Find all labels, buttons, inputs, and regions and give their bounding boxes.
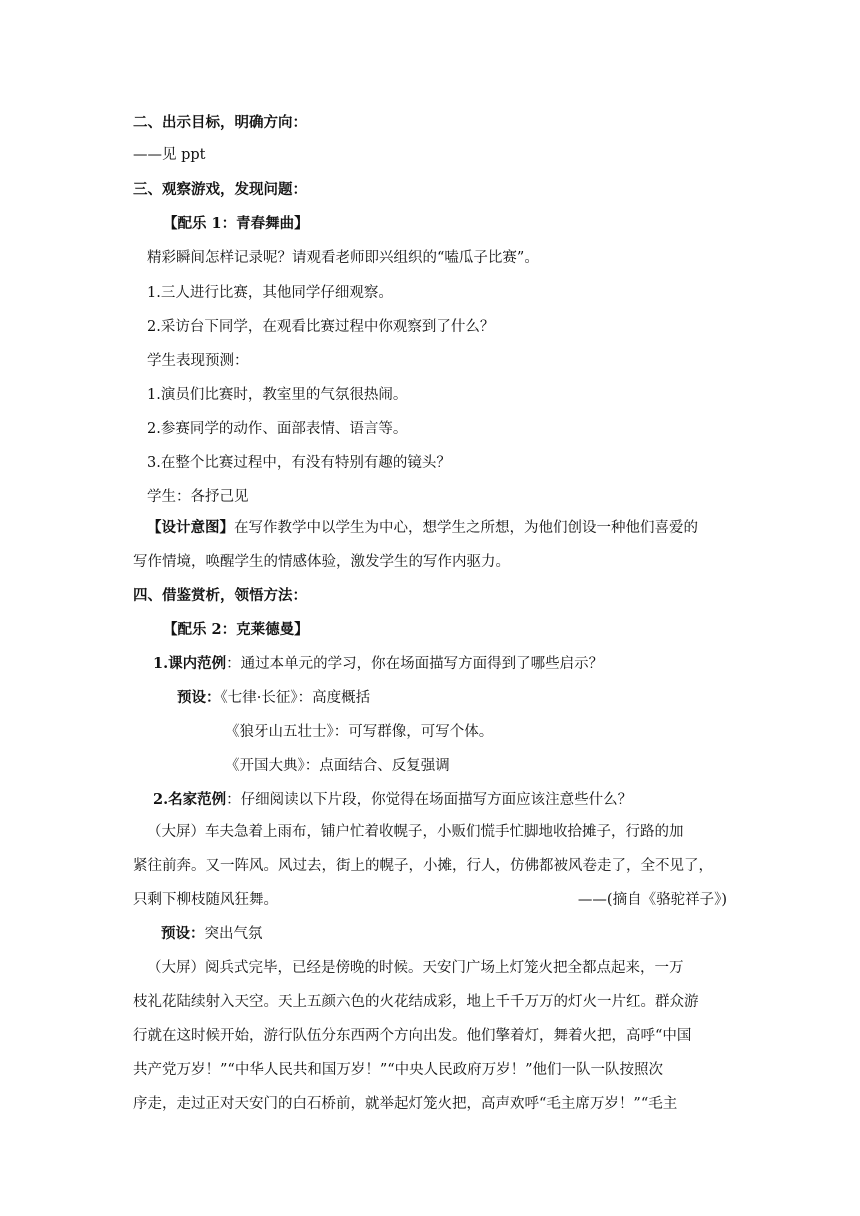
example-2-text: ：仔细阅读以下片段，你觉得在场面描写方面应该注意些什么？: [226, 792, 633, 808]
music-cue-1: 【配乐 1：青春舞曲】: [163, 215, 309, 232]
step-1: 1.三人进行比赛，其他同学仔细观察。: [147, 285, 393, 301]
example-1: [153, 655, 603, 673]
excerpt-2-line-3: 行就在这时候开始，游行队伍分东西两个方向出发。他们擎着灯，舞着火把，高呼“中国: [133, 1028, 692, 1044]
example-1-text: ：通过本单元的学习，你在场面描写方面得到了哪些启示？: [226, 656, 604, 672]
excerpt-2-line-5: 序走，走过正对天安门的白石桥前，就举起灯笼火把，高声欢呼“毛主席万岁！”“毛主: [133, 1096, 678, 1112]
excerpt-1-line-1-text: （大屏）车夫急着上雨布，铺户忙着收幌子，小贩们慌手忙脚地收拾摊子，行路的加: [147, 824, 684, 840]
example-2: [153, 791, 632, 809]
design-intent-label: 【设计意图】: [147, 519, 234, 536]
preset-1: [177, 689, 370, 707]
excerpt-1-line-3: [133, 891, 727, 909]
excerpt-2-line-4: 共产党万岁！”“中华人民共和国万岁！”“中央人民政府万岁！”他们一队一队按照次: [133, 1062, 664, 1078]
excerpt-2-line-1: （大屏）阅兵式完毕，已经是傍晚的时候。天安门广场上灯笼火把全都点起来，一万: [147, 960, 684, 976]
excerpt-1-source: ——(摘自《骆驼祥子》): [577, 892, 727, 908]
preset-3: 《开国大典》：点面结合、反复强调: [225, 758, 450, 774]
section-3-intro: 精彩瞬间怎样记录呢？请观看老师即兴组织的“嗑瓜子比赛”。: [147, 250, 539, 266]
preset-1-text: 《七律·长征》：高度概括: [220, 690, 371, 706]
preset-4-text: 突出气氛: [204, 926, 263, 942]
example-1-label: 1.课内范例: [153, 655, 227, 672]
section-2-heading: 二、出示目标，明确方向：: [133, 114, 307, 131]
preset-4-label: 预设：: [161, 925, 205, 942]
excerpt-2-line-2: 枝礼花陆续射入天空。天上五颜六色的火花结成彩，地上千千万万的灯火一片红。群众游: [133, 994, 699, 1010]
section-3-heading: 三、观察游戏，发现问题：: [133, 181, 307, 198]
excerpt-1-line-1: [147, 823, 727, 841]
preset-4: [161, 925, 263, 943]
music-cue-2: 【配乐 2：克莱德曼】: [163, 621, 309, 638]
design-intent-line-1: [147, 519, 698, 537]
step-2: 2.采访台下同学，在观看比赛过程中你观察到了什么？: [147, 319, 495, 335]
preset-2: 《狼牙山五壮士》：可写群像，可写个体。: [225, 724, 494, 740]
prediction-2: 2.参赛同学的动作、面部表情、语言等。: [147, 421, 408, 437]
prediction-3: 3.在整个比赛过程中，有没有特别有趣的镜头？: [147, 455, 451, 471]
prediction-1: 1.演员们比赛时，教室里的气氛很热闹。: [147, 387, 408, 403]
excerpt-1-line-2: 紧往前奔。又一阵风。风过去，街上的幌子，小摊，行人，仿佛都被风卷走了，全不见了，: [133, 858, 713, 874]
design-intent-line-2: 写作情境，唤醒学生的情感体验，激发学生的写作内驱力。: [133, 554, 510, 570]
excerpt-1-line-3-text: 只剩下柳枝随风狂舞。: [133, 892, 278, 908]
section-4-heading: 四、借鉴赏析，领悟方法：: [133, 587, 307, 604]
section-2-note: ——见 ppt: [133, 147, 206, 163]
student-response: 学生：各抒己见: [147, 489, 249, 505]
prediction-label: 学生表现预测：: [147, 353, 249, 369]
design-intent-text-1: 在写作教学中以学生为中心，想学生之所想，为他们创设一种他们喜爱的: [234, 520, 698, 536]
preset-label: 预设：: [177, 689, 221, 706]
example-2-label: 2.名家范例: [153, 791, 227, 808]
